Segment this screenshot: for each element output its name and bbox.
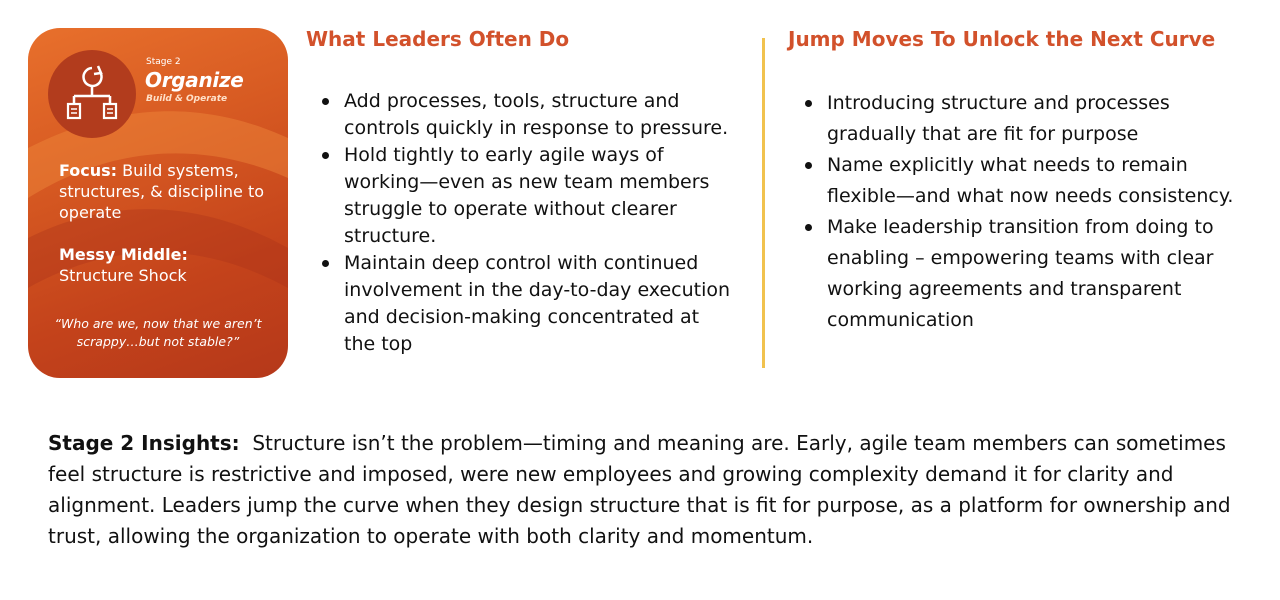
- messy-middle-text: Structure Shock: [59, 266, 187, 285]
- focus-block: [59, 160, 269, 223]
- stage-subtitle: Build & Operate: [146, 94, 228, 104]
- list-item: Add processes, tools, structure and controls quickly in response to pressure.: [320, 88, 735, 142]
- insights-text: Structure isn’t the problem—timing and meaning are. Early, agile team members can sometimes feel structure is restrictive and imposed, were new employees and growing complexity demand it for clarity and alignment. Leaders jump the curve when they design structure that is fit for purpose, as a platform for ownership and trust, allowing the organization to operate with both clarity and momentum.: [48, 431, 1231, 548]
- stage-icon-badge: [48, 50, 136, 138]
- stage-label: Stage 2: [146, 57, 181, 67]
- stage-name: Organize: [145, 68, 244, 92]
- list-item: Hold tightly to early agile ways of working—even as new team members struggle to operate without clearer structure.: [320, 142, 735, 250]
- list-item: Maintain deep control with continued involvement in the day-to-day execution and decision-making concentrated at the top: [320, 250, 735, 358]
- list-item: Introducing structure and processes gradually that are fit for purpose: [803, 88, 1243, 150]
- right-column-title: Jump Moves To Unlock the Next Curve: [788, 27, 1216, 51]
- stage-card: [28, 28, 288, 378]
- left-column-title: What Leaders Often Do: [306, 27, 570, 51]
- focus-text: Build systems, structures, & discipline to operate: [59, 161, 265, 222]
- list-item: Make leadership transition from doing to enabling – empowering teams with clear working agreements and transparent communication: [803, 212, 1243, 336]
- insights-label: Stage 2 Insights:: [48, 431, 240, 455]
- process-flow-icon: [62, 62, 122, 126]
- list-item: Name explicitly what needs to remain flexible—and what now needs consistency.: [803, 150, 1243, 212]
- card-quote: “Who are we, now that we aren’t scrappy…but not stable?”: [54, 316, 262, 349]
- leaders-often-do-list: [320, 88, 735, 358]
- focus-label: Focus:: [59, 161, 118, 180]
- jump-moves-list: [803, 88, 1243, 336]
- column-divider: [762, 38, 765, 368]
- messy-middle-block: [59, 244, 269, 286]
- stage-insights: [48, 428, 1248, 552]
- messy-middle-label: Messy Middle:: [59, 245, 188, 264]
